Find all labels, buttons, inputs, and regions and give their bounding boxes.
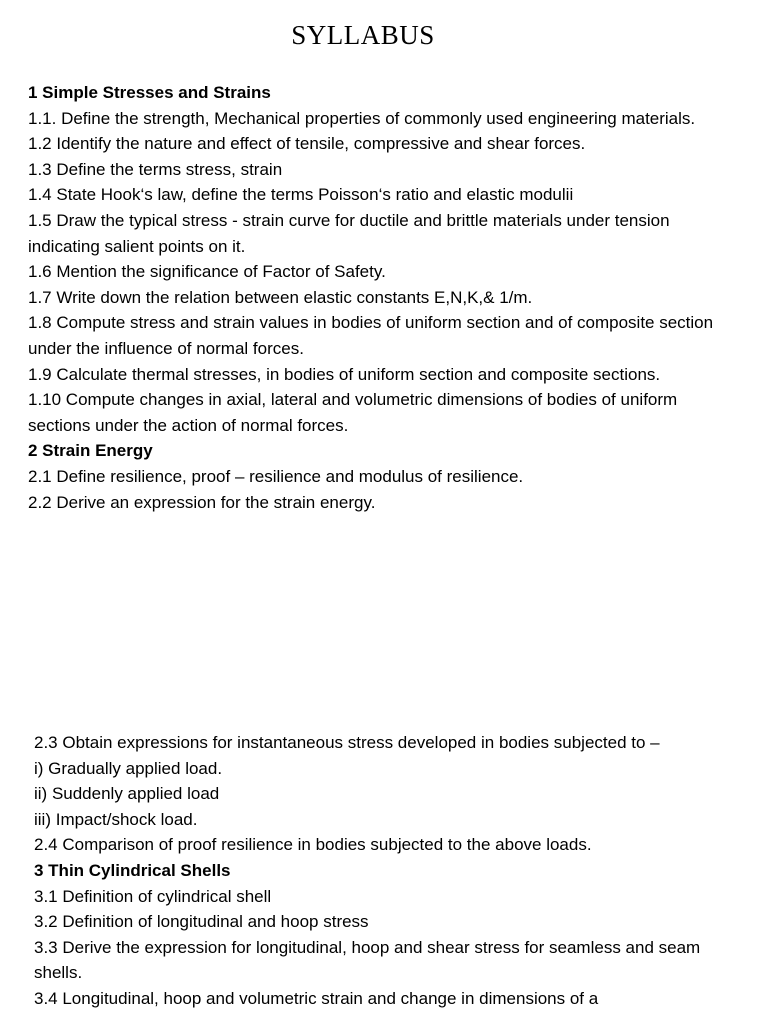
syllabus-item: 2.2 Derive an expression for the strain energy. — [28, 492, 376, 512]
syllabus-item: 1.2 Identify the nature and effect of tensile, compressive and shear forces. — [28, 134, 586, 154]
section-heading: 3 Thin Cylindrical Shells — [34, 860, 231, 880]
syllabus-item: 2.1 Define resilience, proof – resilience and modulus of resilience. — [28, 466, 524, 486]
syllabus-item: ii) Suddenly applied load — [34, 784, 220, 804]
syllabus-item: 3.2 Definition of longitudinal and hoop stress — [34, 912, 369, 932]
syllabus-item: 1.3 Define the terms stress, strain — [28, 159, 283, 179]
syllabus-item: 3.3 Derive the expression for longitudinal, hoop and shear stress for seamless and seam shells. — [34, 937, 701, 983]
syllabus-item: 1.4 State Hook‘s law, define the terms Poisson‘s ratio and elastic modulii — [28, 185, 574, 205]
syllabus-item: 3.1 Definition of cylindrical shell — [34, 886, 272, 906]
syllabus-item: 1.5 Draw the typical stress - strain curve for ductile and brittle materials under tension indicating salient points on it. — [28, 210, 670, 256]
section-heading: 2 Strain Energy — [28, 441, 153, 461]
syllabus-item: 2.4 Comparison of proof resilience in bodies subjected to the above loads. — [34, 835, 592, 855]
syllabus-item: i) Gradually applied load. — [34, 758, 223, 778]
syllabus-block-2 — [34, 730, 742, 1012]
syllabus-item: 1.1. Define the strength, Mechanical properties of commonly used engineering materials. — [28, 108, 696, 128]
syllabus-item: 1.9 Calculate thermal stresses, in bodies of uniform section and composite sections. — [28, 364, 661, 384]
syllabus-item: 1.8 Compute stress and strain values in bodies of uniform section and of composite section under the influence of normal forces. — [28, 313, 714, 358]
syllabus-item: 2.3 Obtain expressions for instantaneous stress developed in bodies subjected to – — [34, 733, 660, 752]
section-heading: 1 Simple Stresses and Strains — [28, 83, 271, 102]
syllabus-item: 1.7 Write down the relation between elastic constants E,N,K,& 1/m. — [28, 287, 533, 307]
syllabus-item: 1.6 Mention the significance of Factor of Safety. — [28, 262, 386, 282]
syllabus-item: iii) Impact/shock load. — [34, 809, 198, 829]
syllabus-item: 1.10 Compute changes in axial, lateral and volumetric dimensions of bodies of uniform sections under the action of normal forces. — [28, 390, 678, 435]
page-title: SYLLABUS — [291, 20, 435, 50]
syllabus-block-1 — [28, 80, 728, 515]
syllabus-item: 3.4 Longitudinal, hoop and volumetric strain and change in dimensions of a — [34, 988, 599, 1008]
